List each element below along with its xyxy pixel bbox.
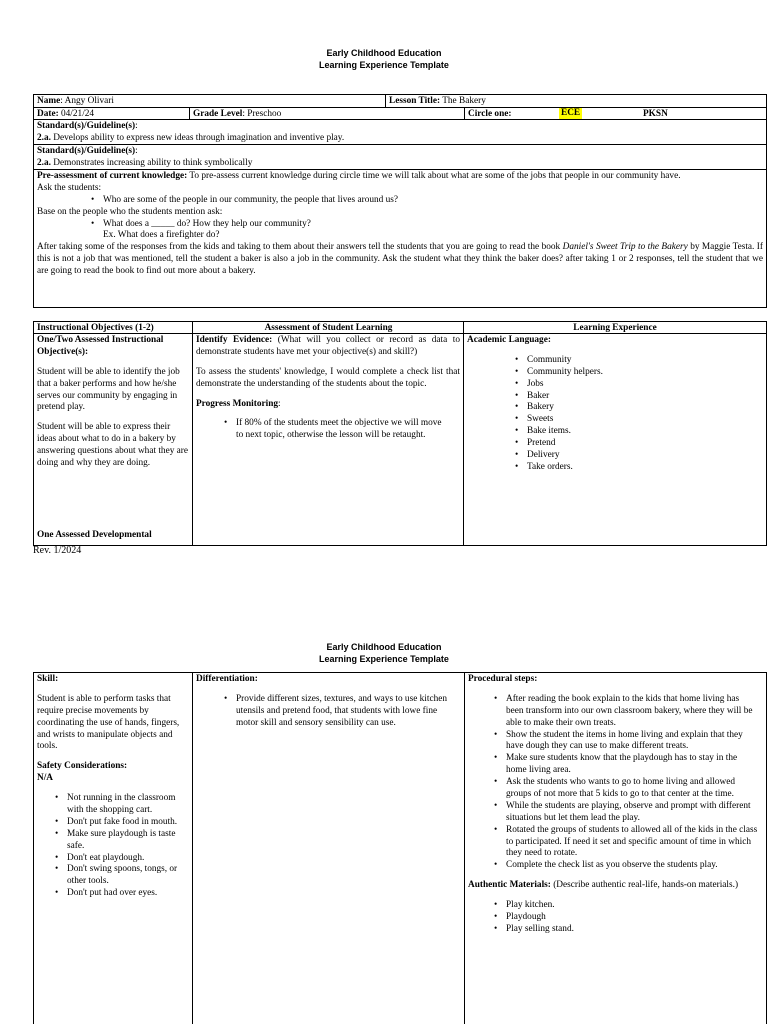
standard-1-cell xyxy=(34,120,766,145)
safety-na: N/A xyxy=(37,773,54,784)
safety-list xyxy=(53,793,185,900)
procedure-list xyxy=(492,694,759,872)
ask-bullet: • Who are some of the people in our community, the people that lives around us? xyxy=(89,195,763,207)
objectives-title: One/Two Assessed Instructional Objective(s): xyxy=(37,335,164,357)
vocab-item: • Pretend xyxy=(513,438,763,450)
progress-colon: : xyxy=(278,398,281,409)
procedure-step: • Complete the check list as you observe the students play. xyxy=(492,860,759,872)
page1-header xyxy=(0,48,768,71)
grade-value: : Preschoo xyxy=(242,109,282,119)
vocab-item: • Bake items. xyxy=(513,426,763,438)
circle-option-ece: ECE xyxy=(561,108,581,118)
procedure-step: • While the students are playing, observe and prompt with different situations but let them lead the play. xyxy=(492,801,759,825)
procedure-cell xyxy=(465,673,766,1024)
differentiation-label: Differentiation: xyxy=(196,674,258,684)
preassessment-label: Pre-assessment of current knowledge: xyxy=(37,171,188,181)
materials-text: (Describe authentic real-life, hands-on materials.) xyxy=(550,880,739,891)
standard-2-text: Demonstrates increasing ability to think symbolically xyxy=(50,157,253,168)
vocab-item: • Jobs xyxy=(513,379,763,391)
circle-label: Circle one: xyxy=(468,109,512,119)
materials-list xyxy=(492,900,763,936)
circle-option-pksn: PKSN xyxy=(643,109,668,119)
preassessment-text: To pre-assess current knowledge during circle time we will talk about what are some of the jobs that people in our community have. xyxy=(187,171,681,181)
procedure-step: • Ask the students who wants to go to home living and allowed groups of not more that 5 kids to go to that center at the time. xyxy=(492,777,759,801)
procedure-label: Procedural steps: xyxy=(468,674,538,684)
grade-label: Grade Level xyxy=(193,109,243,119)
differentiation-cell xyxy=(193,673,464,1024)
standard-1-label: Standard(s)/Guideline(s) xyxy=(37,121,136,131)
procedure-step: • Make sure students know that the playdough has to stay in the home living area. xyxy=(492,753,759,777)
assess-text: To assess the students' knowledge, I would complete a check list that demonstrate the understanding of the students about the topic. xyxy=(196,366,460,389)
objective-2: Student will be able to express their ideas about what to do in a bakery by answering questions about what they are doing and why they are doing. xyxy=(37,422,189,469)
circle-cell xyxy=(465,108,766,120)
assessment-cell xyxy=(193,334,463,545)
base-bullet: • What does a _____ do? How they help our community? xyxy=(89,219,763,231)
safety-item: • Don't swing spoons, tongs, or other tools. xyxy=(53,864,185,888)
materials-item: • Play kitchen. xyxy=(492,900,763,912)
lesson-title-value: The Bakery xyxy=(440,96,486,106)
page1-header-line2: Learning Experience Template xyxy=(319,59,449,70)
safety-item: • Not running in the classroom with the shopping cart. xyxy=(53,793,185,817)
objective-1: Student will be able to identify the job that a baker performs and how he/she serves our community by engaging in pretend play. xyxy=(37,366,180,413)
name-cell xyxy=(34,95,386,108)
page2-header xyxy=(0,642,768,665)
developmental-label: One Assessed Developmental xyxy=(37,530,152,540)
name-value: : Angy Olivari xyxy=(60,96,114,106)
standard-1-colon: : xyxy=(135,121,138,131)
safety-item: • Don't put fake food in mouth. xyxy=(53,817,185,829)
progress-bullet: • If 80% of the students meet the objective we will move to next topic, otherwise the lesson will be retaught. xyxy=(222,418,450,442)
vocab-item: • Baker xyxy=(513,391,763,403)
grade-cell xyxy=(190,108,465,120)
ask-list xyxy=(89,195,763,207)
evidence-text: (What will you collect or record as data to demonstrate students have met your objective(s) and skill?) xyxy=(196,335,460,357)
base-list xyxy=(89,219,763,231)
safety-item: • Make sure playdough is taste safe. xyxy=(53,829,185,853)
lesson-title-cell xyxy=(386,95,766,108)
lesson-title-label: Lesson Title: xyxy=(389,96,441,106)
vocab-item: • Community helpers. xyxy=(513,367,763,379)
vocab-item: • Delivery xyxy=(513,450,763,462)
academic-label: Academic Language: xyxy=(467,335,551,345)
experience-cell xyxy=(464,334,766,545)
skill-text: Student is able to perform tasks that require precise movements by coordinating the use of hands, fingers, and wrists to manipulate objects and tools. xyxy=(37,693,180,752)
vocab-item: • Bakery xyxy=(513,402,763,414)
standard-2-label: Standard(s)/Guideline(s) xyxy=(37,146,136,156)
materials-item: • Playdough xyxy=(492,912,763,924)
col-header-assessment: Assessment of Student Learning xyxy=(264,323,393,333)
skill-label: Skill: xyxy=(37,674,59,684)
base-line: Base on the people who the students mention ask: xyxy=(37,206,223,217)
page2-header-line1: Early Childhood Education xyxy=(326,642,442,652)
after-text-1: After taking some of the responses from the kids and taking to them about their answers tell the students that you are going to read the book xyxy=(37,242,563,253)
date-label: Date: xyxy=(37,109,59,119)
preassessment-cell xyxy=(34,170,766,307)
materials-label: Authentic Materials: xyxy=(468,880,551,891)
progress-label: Progress Monitoring xyxy=(196,398,279,409)
differentiation-item: • Provide different sizes, textures, and ways to use kitchen utensils and pretend food, that students with lowe fine motor skill and sensory sensibility can use. xyxy=(222,694,449,730)
standard-1-text: Develops ability to express new ideas through imagination and inventive play. xyxy=(50,132,345,143)
col-header-objectives: Instructional Objectives (1-2) xyxy=(37,323,154,333)
col-header-experience: Learning Experience xyxy=(573,323,657,333)
page2-header-line2: Learning Experience Template xyxy=(319,653,449,664)
safety-item: • Don't eat playdough. xyxy=(53,853,185,865)
procedure-step: • After reading the book explain to the kids that home living has been transform into our own classroom bakery, where they will be able to make their own treats. xyxy=(492,694,759,730)
standard-2-cell xyxy=(34,145,766,170)
vocab-item: • Sweets xyxy=(513,414,763,426)
date-cell xyxy=(34,108,190,120)
objectives-cell xyxy=(34,334,192,545)
standard-1-code: 2.a. xyxy=(37,132,51,143)
safety-label: Safety Considerations: xyxy=(37,761,128,772)
date-value: 04/21/24 xyxy=(58,109,95,119)
procedure-step: • Rotated the groups of students to allowed all of the kids in the class to participated. If need it set and specific amount of time in which they need to rotate. xyxy=(492,825,759,861)
standard-2-colon: : xyxy=(135,146,138,156)
ask-line: Ask the students: xyxy=(37,182,102,193)
book-title: Daniel's Sweet Trip to the Bakery xyxy=(562,242,688,253)
vocab-item: • Take orders. xyxy=(513,462,763,474)
procedure-step: • Show the student the items in home living and explain that they have dough they can use to make different treats. xyxy=(492,730,759,754)
base-example: Ex. What does a firefighter do? xyxy=(103,230,220,241)
vocab-item: • Community xyxy=(513,355,763,367)
materials-item: • Play selling stand. xyxy=(492,924,763,936)
vocab-list xyxy=(513,355,763,474)
revision-note: Rev. 1/2024 xyxy=(33,545,82,556)
name-label: Name xyxy=(37,96,61,106)
differentiation-list xyxy=(222,694,449,730)
after-text-2: by Maggie Testa. If this is not a job that was mentioned, tell the student a baker is also a job in the community. Ask the student what they think the baker does? after taking 1 or 2 responses, tell the student that we are going to read the book to find out more about a bakery. xyxy=(37,242,764,277)
progress-list xyxy=(222,418,450,442)
safety-item: • Don't put had over eyes. xyxy=(53,888,185,900)
skill-cell xyxy=(34,673,192,1024)
standard-2-code: 2.a. xyxy=(37,157,51,168)
evidence-label: Identify Evidence: xyxy=(196,335,273,345)
page1-header-line1: Early Childhood Education xyxy=(326,48,442,58)
